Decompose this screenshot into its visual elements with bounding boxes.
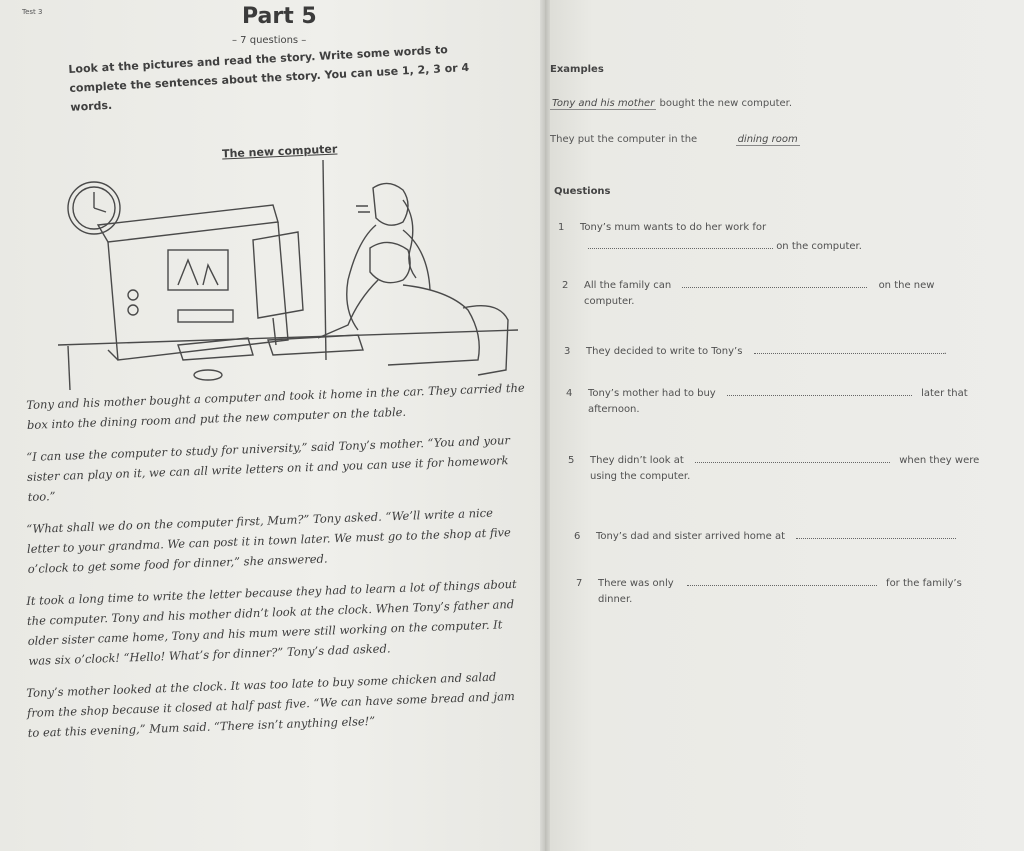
examples-heading: Examples bbox=[550, 64, 604, 75]
question-text-after: on the computer. bbox=[776, 241, 862, 252]
answer-blank[interactable] bbox=[754, 343, 944, 354]
question-text: Tony’s mother had to buy bbox=[588, 388, 716, 399]
question-number: 4 bbox=[566, 388, 573, 399]
answer-blank[interactable] bbox=[727, 385, 912, 396]
questions-heading: Questions bbox=[554, 186, 611, 197]
question-text-continued: dinner. bbox=[598, 594, 633, 605]
question-text: All the family can bbox=[584, 280, 672, 291]
question-number: 6 bbox=[574, 531, 581, 542]
right-page bbox=[545, 0, 1024, 851]
question-number: 5 bbox=[568, 455, 575, 466]
story-title: The new computer bbox=[221, 142, 338, 161]
example-text: bought the new computer. bbox=[659, 98, 793, 109]
question-text: They didn’t look at bbox=[590, 455, 684, 466]
question-number: 7 bbox=[576, 578, 583, 589]
example-1 bbox=[550, 98, 792, 109]
answer-blank[interactable] bbox=[687, 575, 877, 586]
part-title: Part 5 bbox=[242, 4, 317, 29]
question-7 bbox=[576, 575, 1020, 608]
question-number: 2 bbox=[562, 280, 569, 291]
part-subtitle: – 7 questions – bbox=[232, 35, 307, 46]
test-label: Test 3 bbox=[22, 8, 43, 16]
question-text: Tony’s mum wants to do her work for bbox=[580, 222, 767, 233]
question-text: They decided to write to Tony’s bbox=[586, 346, 743, 357]
question-6 bbox=[574, 528, 1020, 545]
example-answer: Tony and his mother bbox=[552, 98, 655, 109]
answer-blank[interactable] bbox=[695, 452, 890, 463]
question-1 bbox=[558, 220, 998, 255]
question-text: Tony’s dad and sister arrived home at bbox=[596, 531, 786, 542]
question-text-continued: afternoon. bbox=[588, 404, 640, 415]
wall-clock-icon bbox=[68, 182, 120, 234]
story-paragraph: “What shall we do on the computer first, Mum?” Tony asked. “We’ll write a nice letter to your grandma. We can post it in town later. We must go to the shop at five o’clock to get some food for dinner,” she answered. bbox=[26, 505, 512, 576]
question-text-after: for the family’s bbox=[886, 578, 962, 589]
monitor-icon bbox=[253, 232, 303, 345]
boy-figure bbox=[318, 242, 479, 365]
question-4 bbox=[566, 385, 1018, 418]
question-text-after: on the new bbox=[878, 280, 935, 291]
example-text: They put the computer in the bbox=[550, 134, 698, 145]
question-text: There was only bbox=[598, 578, 674, 589]
mother-figure bbox=[347, 183, 430, 330]
question-number: 3 bbox=[564, 346, 571, 357]
example-2 bbox=[550, 134, 800, 145]
question-5 bbox=[568, 452, 1020, 485]
example-answer: dining room bbox=[737, 134, 798, 145]
answer-blank[interactable] bbox=[588, 238, 773, 249]
question-text-continued: computer. bbox=[584, 296, 635, 307]
question-text-after: later that bbox=[921, 388, 968, 399]
story-paragraph: It took a long time to write the letter because they had to learn a lot of things about the computer. Tony and his mother didn’t look at the clock. When Tony’s father and older sister came home, Tony and his mum were still working on the computer. It was six o’clock! “Hello! What’s for dinner?” Tony’s dad asked. bbox=[26, 576, 517, 668]
computer-box bbox=[98, 205, 288, 360]
story-paragraph: Tony and his mother bought a computer and took it home in the car. They carried the box into the dining room and put the new computer on the table. bbox=[26, 380, 525, 432]
story-paragraph: Tony’s mother looked at the clock. It was too late to buy some chicken and salad from the shop because it closed at half past five. “We can have some bread and jam to eat this evening,” Mum said. “There isn’t anything else!” bbox=[26, 669, 516, 740]
instructions: Look at the pictures and read the story. Write some words to complete the sentences about the story. You can use 1, 2, 3 or 4 words. bbox=[68, 43, 470, 114]
story-paragraph: “I can use the computer to study for university,” said Tony’s mother. “You and your sister can play on it, we can all write letters on it and you can use it for homework too.” bbox=[26, 433, 511, 504]
story-text bbox=[26, 380, 526, 755]
question-text-after: when they were bbox=[899, 455, 980, 466]
answer-blank[interactable] bbox=[682, 277, 867, 288]
story-illustration bbox=[58, 160, 518, 390]
answer-blank[interactable] bbox=[796, 528, 956, 539]
question-number: 1 bbox=[558, 222, 565, 233]
question-3 bbox=[564, 343, 994, 360]
question-text-after: . bbox=[943, 346, 947, 357]
question-2 bbox=[562, 277, 992, 310]
question-text-continued: using the computer. bbox=[590, 471, 691, 482]
book-spine bbox=[540, 0, 550, 851]
